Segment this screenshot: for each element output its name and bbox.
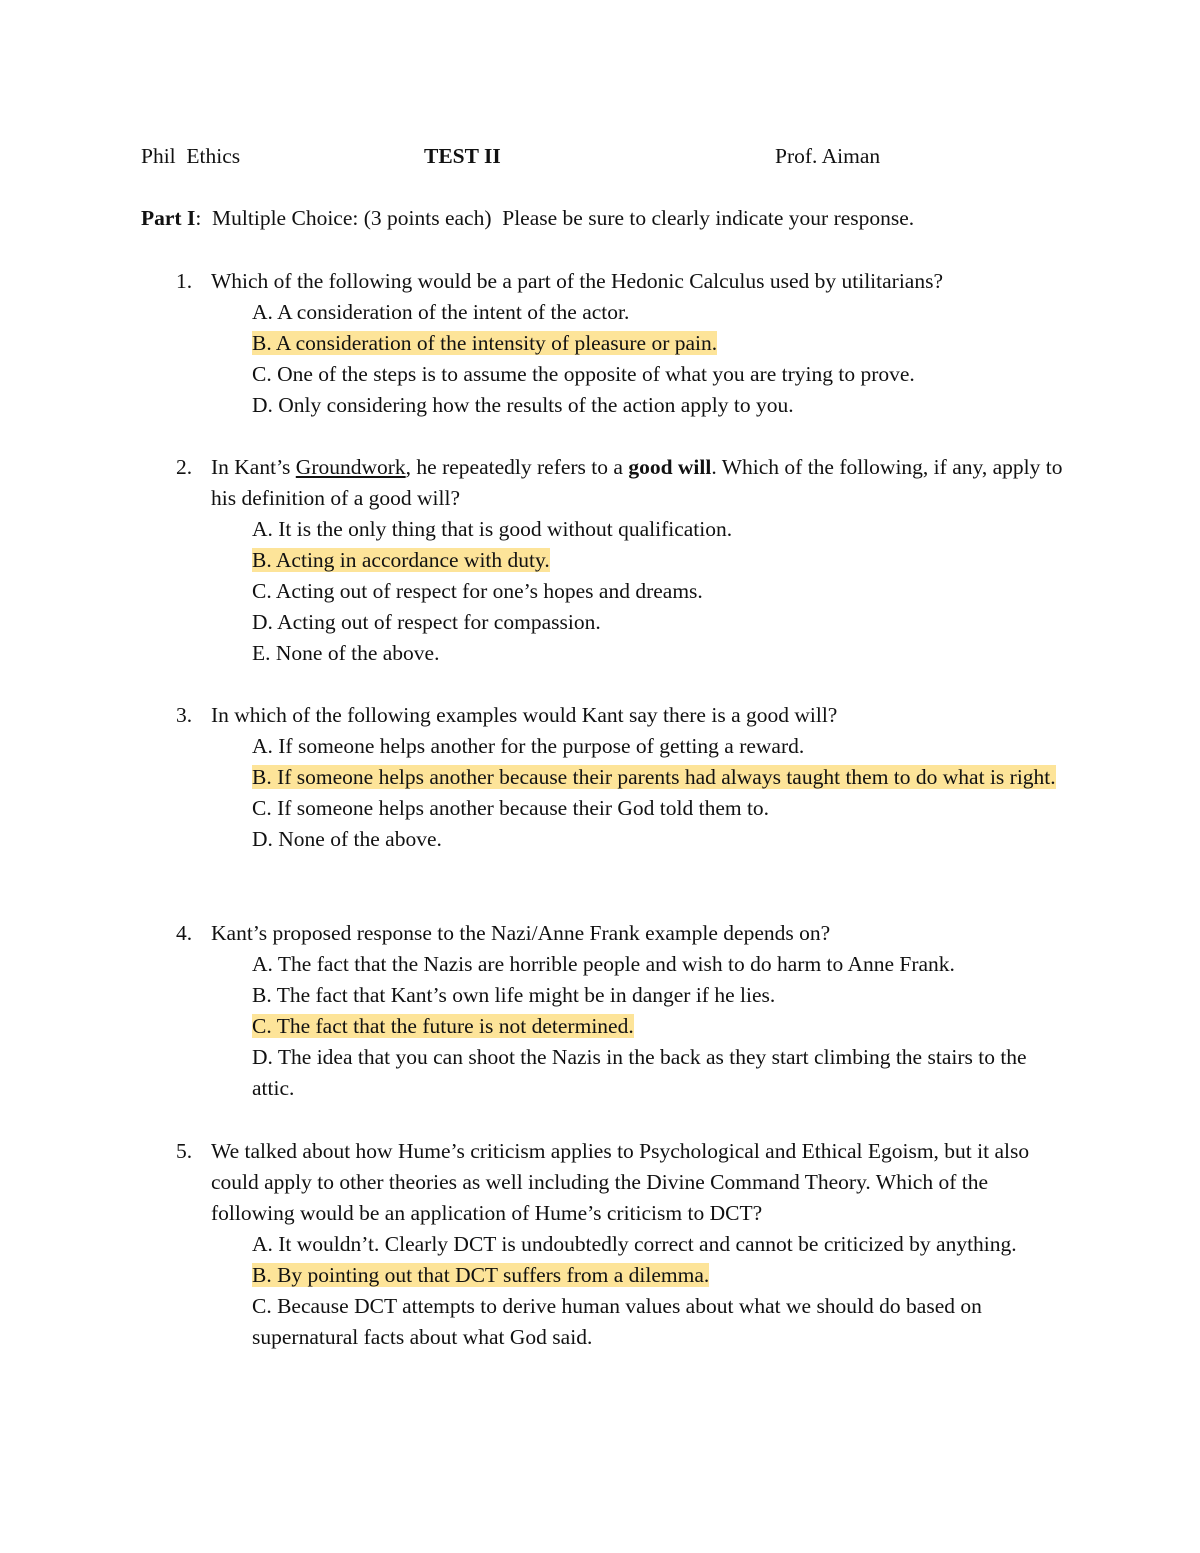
answer-options (252, 514, 1071, 669)
highlighted-answer: B. A consideration of the intensity of pleasure or pain. (252, 331, 718, 355)
option-c[interactable]: C. Because DCT attempts to derive human values about what we should do based on supernatural facts about what God said. (252, 1294, 982, 1349)
course-name: Phil Ethics (141, 144, 241, 168)
highlighted-answer: B. If someone helps another because their parents had always taught them to do what is right. (252, 765, 1056, 789)
answer-options (252, 731, 1071, 855)
option-d[interactable]: D. Only considering how the results of the action apply to you. (252, 393, 794, 417)
page-header (141, 144, 1101, 170)
option-a[interactable]: A. A consideration of the intent of the actor. (252, 300, 630, 324)
option-b-selected[interactable] (252, 545, 1071, 576)
question-text: Which of the following would be a part of the Hedonic Calculus used by utilitarians? (211, 269, 944, 293)
option-b-selected[interactable] (252, 328, 1071, 359)
instructor-name: Prof. Aiman (775, 144, 881, 168)
question-text: In which of the following examples would Kant say there is a good will? (211, 703, 838, 727)
question-text: In Kant’s Groundwork, he repeatedly refers to a good will. Which of the following, if any, apply to his definition of a good will? (211, 455, 1063, 510)
option-d[interactable]: D. The idea that you can shoot the Nazis in the back as they start climbing the stairs to the attic. (252, 1045, 1027, 1100)
question-number: 4. (176, 921, 193, 945)
part-label: Part I (141, 206, 196, 230)
option-b-selected[interactable] (252, 762, 1071, 793)
question-number: 2. (176, 455, 193, 479)
book-title: Groundwork (295, 455, 406, 479)
question-text: Kant’s proposed response to the Nazi/Anne Frank example depends on? (211, 921, 831, 945)
option-b-selected[interactable] (252, 1260, 1071, 1291)
option-c[interactable]: C. Acting out of respect for one’s hopes and dreams. (252, 579, 703, 603)
part-instructions: : Multiple Choice: (3 points each) Please be sure to clearly indicate your response. (195, 206, 915, 230)
question-4 (141, 918, 1071, 1104)
option-c[interactable]: C. One of the steps is to assume the opposite of what you are trying to prove. (252, 362, 915, 386)
question-5 (141, 1136, 1071, 1353)
option-a[interactable]: A. It wouldn’t. Clearly DCT is undoubtedly correct and cannot be criticized by anything. (252, 1232, 1017, 1256)
option-a[interactable]: A. If someone helps another for the purpose of getting a reward. (252, 734, 805, 758)
option-a[interactable]: A. It is the only thing that is good without qualification. (252, 517, 733, 541)
option-c[interactable]: C. If someone helps another because their God told them to. (252, 796, 770, 820)
option-d[interactable]: D. None of the above. (252, 827, 442, 851)
question-1 (141, 266, 1071, 421)
question-number: 5. (176, 1139, 193, 1163)
answer-options (252, 297, 1071, 421)
option-a[interactable]: A. The fact that the Nazis are horrible people and wish to do harm to Anne Frank. (252, 952, 955, 976)
option-b[interactable]: B. The fact that Kant’s own life might be in danger if he lies. (252, 983, 776, 1007)
answer-options (252, 1229, 1071, 1353)
option-d[interactable]: D. Acting out of respect for compassion. (252, 610, 601, 634)
question-3 (141, 700, 1071, 855)
question-number: 3. (176, 703, 193, 727)
highlighted-answer: C. The fact that the future is not determined. (252, 1014, 634, 1038)
option-e[interactable]: E. None of the above. (252, 641, 440, 665)
highlighted-answer: B. Acting in accordance with duty. (252, 548, 550, 572)
highlighted-answer: B. By pointing out that DCT suffers from a dilemma. (252, 1263, 710, 1287)
key-term: good will (628, 455, 712, 479)
question-text: We talked about how Hume’s criticism applies to Psychological and Ethical Egoism, but it also could apply to other theories as well including the Divine Command Theory. Which of the following would be an application of Hume’s criticism to DCT? (211, 1139, 1030, 1225)
part-heading (141, 206, 914, 231)
option-c-selected[interactable] (252, 1011, 1071, 1042)
question-2 (141, 452, 1071, 669)
test-title: TEST II (424, 144, 501, 168)
question-number: 1. (176, 269, 193, 293)
answer-options (252, 949, 1071, 1104)
